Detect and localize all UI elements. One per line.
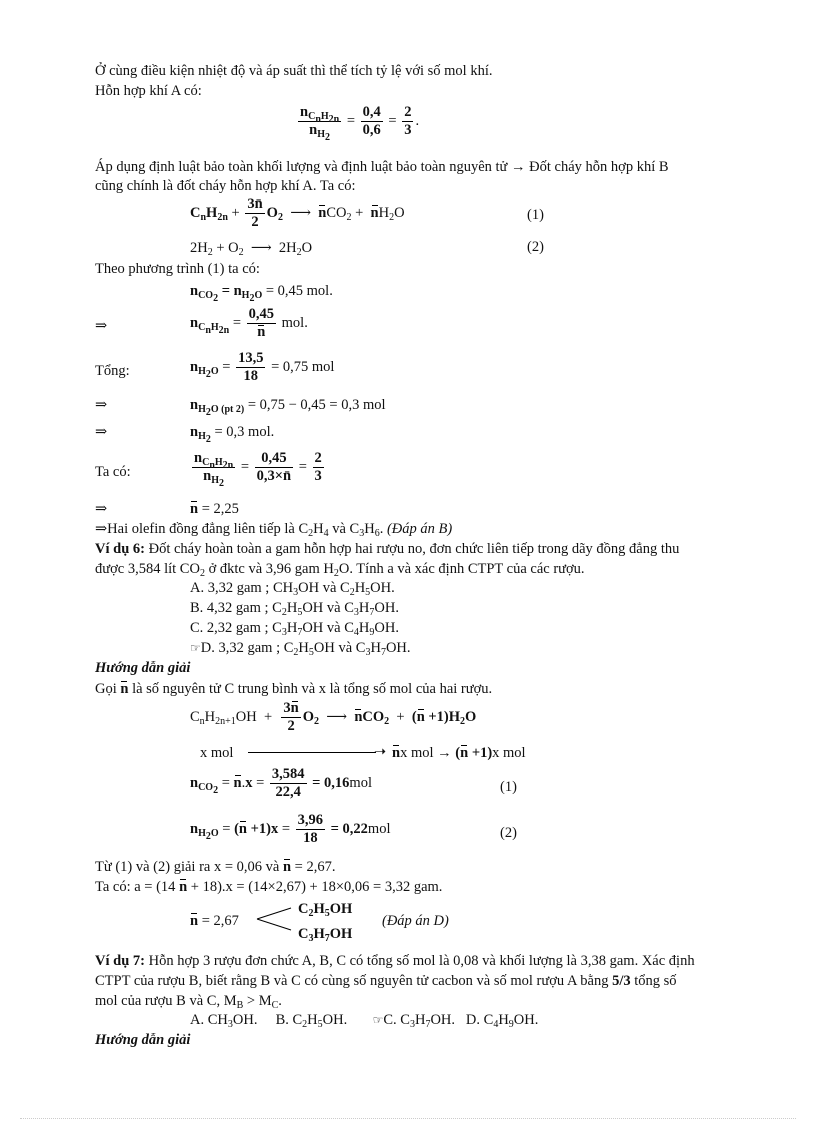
calc-line-3: $n_{H_2O}$ = $\frac{13,5}{18}$ = 0,75 mol bbox=[190, 350, 335, 384]
calc-line-4: $n_{H_2O (pt 2)} = 0,75 - 0,45 = 0,3$ mol bbox=[190, 397, 386, 418]
calc-line-5: $n_{H_2} = 0,3$ mol. bbox=[190, 424, 275, 445]
vd6-answer: (Đáp án D) bbox=[382, 913, 449, 929]
vd6-eq-2: $n_{H_2O} = (n +1)x$ = $\frac{3,96}{18}$ = 0,22mol bbox=[190, 812, 391, 846]
apply-line-1: Áp dụng định luật bảo toàn khối lượng và định luật bảo toàn nguyên tử → Đốt cháy hỗn hợp khí B bbox=[95, 159, 669, 175]
vd6-line-2: được 3,584 lít $CO_2$ ở đktc và 3,96 gam $H_2O$. Tính a và xác định CTPT của các rượu. bbox=[95, 561, 585, 579]
vd6-reaction: $C_nH_{2n+1}OH$ + $\frac{3n}{2}$ $O_2$ ⟶ $nCO_2 + (n +1)H_2O$ bbox=[190, 700, 477, 734]
pointing-hand-icon: ☞ bbox=[372, 1013, 384, 1027]
vd6-eq-2-label: (2) bbox=[500, 825, 517, 841]
product-c3h7oh: $C_3H_7OH$ bbox=[298, 926, 353, 944]
conclusion-line: ⇒Hai olefin đồng đẳng liên tiếp là $C_2H_4$ và $C_3H_6$. (Đáp án B) bbox=[95, 521, 453, 539]
vd6-option-a: A. 3,32 gam ; $CH_3OH$ và $C_2H_5OH$. bbox=[190, 580, 395, 598]
vd7-line-1: Ví dụ 7: Hỗn hợp 3 rượu đơn chức A, B, C có tổng số mol là 0,08 và khối lượng là 3,38 gam. Xác định bbox=[95, 953, 695, 969]
ratio-equation-a: $\frac{n_{C_nH_{2n}}}{n_{H_2}}$ = $\frac{0,4}{0,6}$ = $\frac{2}{3}$ . bbox=[300, 104, 420, 143]
vd6-goi: Gọi n là số nguyên tử C trung bình và x là tổng số mol của hai rượu. bbox=[95, 681, 493, 697]
reaction-1-label: (1) bbox=[527, 207, 544, 223]
vd6-solve: Từ (1) và (2) giải ra x = 0,06 và n = 2,67. bbox=[95, 859, 336, 875]
vd6-mol-right: nx mol → (n +1)x mol bbox=[392, 745, 526, 761]
arrow-4: ⇒ bbox=[95, 397, 108, 413]
apply-line-2: cũng chính là đốt cháy hỗn hợp khí A. Ta có: bbox=[95, 178, 356, 194]
branch-arrows bbox=[255, 904, 295, 934]
vd7-line-2: CTPT của rượu B, biết rằng B và C có cùng số nguyên tử cacbon và số mol rượu A bằng 5/3 tổng số bbox=[95, 973, 677, 989]
mol-arrow-head: ➝ bbox=[374, 744, 387, 760]
mol-arrow-line bbox=[248, 752, 376, 753]
arrow-7: ⇒ bbox=[95, 501, 108, 517]
vd6-option-d: ☞D. 3,32 gam ; $C_2H_5OH$ và $C_3H_7OH$. bbox=[190, 640, 411, 658]
vd6-hint-heading: Hướng dẫn giải bbox=[95, 660, 191, 676]
taco-label: Ta có: bbox=[95, 464, 131, 480]
vd6-option-b: B. 4,32 gam ; $C_2H_5OH$ và $C_3H_7OH$. bbox=[190, 600, 399, 618]
calc-line-2: $n_{C_nH_{2n}}$ = $\frac{0,45}{n}$ mol. bbox=[190, 306, 308, 340]
reaction-1: $C_nH_{2n}$ + $\frac{3n̄}{2}$ $O_2$ ⟶ $nCO_2 + nH_2O$ bbox=[190, 196, 405, 230]
vd6-mol-line: x mol bbox=[200, 745, 234, 761]
arrow-5: ⇒ bbox=[95, 424, 108, 440]
theo-line: Theo phương trình (1) ta có: bbox=[95, 261, 260, 277]
intro-line-1: Ở cùng điều kiện nhiệt độ và áp suất thì thể tích tỷ lệ với số mol khí. bbox=[95, 63, 493, 79]
tong-label: Tổng: bbox=[95, 363, 130, 379]
reaction-2: $2H_2 + O_2$ ⟶ $2H_2O$ bbox=[190, 240, 313, 258]
vd6-nbar-result: n = 2,67 bbox=[190, 913, 239, 929]
calc-line-7: n = 2,25 bbox=[190, 501, 239, 517]
arrow-2: ⇒ bbox=[95, 318, 108, 334]
vd7-hint-heading: Hướng dẫn giải bbox=[95, 1032, 191, 1048]
product-c2h5oh: $C_2H_5OH$ bbox=[298, 901, 353, 919]
calc-line-6: $\frac{n_{C_nH_{2n}}}{n_{H_2}}$ = $\frac{0,45}{0,3\times n̄}$ = $\frac{2}{3}$ bbox=[194, 450, 322, 489]
vd6-option-c: C. 2,32 gam ; $C_3H_7OH$ và $C_4H_9OH$. bbox=[190, 620, 399, 638]
vd6-eq-1-label: (1) bbox=[500, 779, 517, 795]
reaction-2-label: (2) bbox=[527, 239, 544, 255]
vd6-line-1: Ví dụ 6: Đốt cháy hoàn toàn a gam hỗn hợp hai rượu no, đơn chức liên tiếp trong dãy đồng đẳng thu bbox=[95, 541, 680, 557]
vd6-eq-1: $n_{CO_2} = n.x$ = $\frac{3,584}{22,4}$ = 0,16mol bbox=[190, 766, 372, 800]
vd7-line-3: mol của rượu B và C, $M_B > M_C$. bbox=[95, 993, 282, 1011]
vd7-options: A. $CH_3OH$. B. $C_2H_5OH$. ☞C. $C_3H_7OH$. D. $C_4H_9OH$. bbox=[190, 1012, 539, 1030]
page-bottom-border bbox=[20, 1118, 796, 1119]
intro-line-2: Hỗn hợp khí A có: bbox=[95, 83, 202, 99]
calc-line-1: $n_{CO_2} = n_{H_2O} = 0,45$ mol. bbox=[190, 283, 333, 304]
vd6-a-line: Ta có: a = (14 n + 18).x = (14×2,67) + 18×0,06 = 3,32 gam. bbox=[95, 879, 443, 895]
pointing-hand-icon: ☞ bbox=[190, 641, 201, 655]
